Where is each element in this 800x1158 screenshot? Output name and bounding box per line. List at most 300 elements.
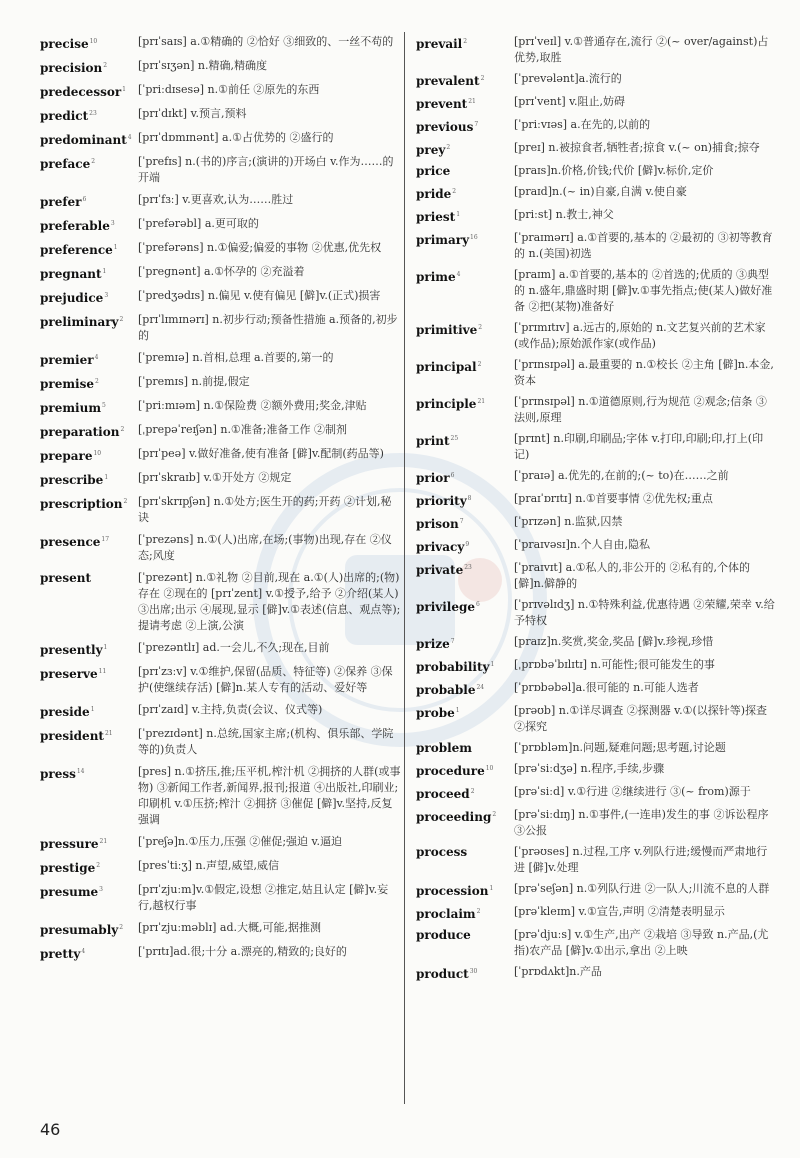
headword-text: produce bbox=[416, 928, 471, 942]
headword bbox=[416, 207, 514, 225]
frequency-count: 6 bbox=[476, 601, 480, 608]
headword-text: pride bbox=[416, 187, 452, 201]
dictionary-entry bbox=[416, 634, 776, 652]
headword-text: presently bbox=[40, 643, 103, 657]
headword bbox=[40, 154, 138, 186]
dictionary-entry bbox=[416, 807, 776, 839]
dictionary-entry bbox=[40, 130, 402, 148]
headword-text: pressure bbox=[40, 837, 99, 851]
definition: [ˈpraɪvɪt] a.①私人的,非公开的 ②私有的,个体的 [僻]n.僻静的 bbox=[514, 561, 751, 590]
headword-text: procession bbox=[416, 884, 489, 898]
headword bbox=[40, 240, 138, 258]
headword bbox=[40, 264, 138, 282]
headword bbox=[40, 494, 138, 526]
headword-text: preparation bbox=[40, 425, 120, 439]
headword bbox=[40, 58, 138, 76]
headword-text: predict bbox=[40, 109, 89, 123]
headword bbox=[416, 634, 514, 652]
dictionary-entry bbox=[40, 764, 402, 828]
frequency-count: 9 bbox=[465, 541, 470, 548]
dictionary-entry bbox=[40, 154, 402, 186]
definition: [prəˈsiːdʒə] n.程序,手续,步骤 bbox=[514, 762, 665, 775]
definition: [ˈprezəntlɪ] ad.一会儿,不久;现在,目前 bbox=[138, 641, 330, 654]
headword bbox=[40, 82, 138, 100]
frequency-count: 2 bbox=[492, 811, 497, 818]
headword bbox=[416, 71, 514, 89]
frequency-count: 30 bbox=[469, 968, 478, 975]
headword-text: prefer bbox=[40, 195, 82, 209]
headword bbox=[416, 927, 514, 959]
definition: [praɪˈɒrɪtɪ] n.①首要事情 ②优先权;重点 bbox=[514, 492, 713, 505]
headword bbox=[416, 357, 514, 389]
headword bbox=[40, 944, 138, 962]
headword-text: predecessor bbox=[40, 85, 122, 99]
headword bbox=[40, 446, 138, 464]
frequency-count: 4 bbox=[127, 134, 132, 141]
dictionary-entry bbox=[416, 597, 776, 629]
dictionary-entry bbox=[40, 664, 402, 696]
definition: [ˈprɒbləm]n.问题,疑难问题;思考题,讨论题 bbox=[514, 741, 726, 754]
definition: [ˈprɪzən] n.监狱,囚禁 bbox=[514, 515, 623, 528]
dictionary-entry bbox=[40, 532, 402, 564]
frequency-count: 1 bbox=[455, 707, 460, 714]
headword bbox=[40, 398, 138, 416]
headword-text: prison bbox=[416, 517, 459, 531]
frequency-count: 1 bbox=[113, 244, 118, 251]
definition: [prɪˈveɪl] v.①普通存在,流行 ②(~ over/against)占优势,取胜 bbox=[514, 35, 769, 64]
headword-text: pregnant bbox=[40, 267, 102, 281]
headword bbox=[40, 726, 138, 758]
headword bbox=[416, 514, 514, 532]
definition: [ˈprɪnsɪpəl] n.①道德原则,行为规范 ②观念;信条 ③法则,原理 bbox=[514, 395, 767, 424]
headword-text: premium bbox=[40, 401, 102, 415]
definition: [ˈpriːdɪsesə] n.①前任 ②原先的东西 bbox=[138, 83, 320, 96]
dictionary-entry bbox=[40, 834, 402, 852]
dictionary-entry bbox=[416, 431, 776, 463]
definition: [prɪˈvent] v.阻止,妨碍 bbox=[514, 95, 626, 108]
headword-text: preside bbox=[40, 705, 90, 719]
headword bbox=[416, 184, 514, 202]
headword-text: presumably bbox=[40, 923, 119, 937]
page-number: 46 bbox=[40, 1120, 61, 1139]
dictionary-entry bbox=[40, 350, 402, 368]
headword-text: probability bbox=[416, 660, 490, 674]
column-divider bbox=[404, 32, 405, 1104]
headword bbox=[416, 881, 514, 899]
headword-text: privilege bbox=[416, 600, 476, 614]
headword bbox=[416, 230, 514, 262]
dictionary-entry bbox=[40, 58, 402, 76]
headword-text: print bbox=[416, 434, 450, 448]
headword bbox=[416, 904, 514, 922]
definition: [prəˈdjuːs] v.①生产,出产 ②栽培 ③导致 n.产品,(尤指)农产品 [僻]v.①出示,拿出 ②上映 bbox=[514, 928, 769, 957]
headword bbox=[416, 657, 514, 675]
dictionary-entry bbox=[40, 702, 402, 720]
frequency-count: 8 bbox=[467, 495, 472, 502]
headword bbox=[40, 34, 138, 52]
headword bbox=[416, 431, 514, 463]
headword-text: proceeding bbox=[416, 810, 492, 824]
headword bbox=[416, 34, 514, 66]
headword-text: prescribe bbox=[40, 473, 104, 487]
headword-text: prestige bbox=[40, 861, 96, 875]
headword-text: proceed bbox=[416, 787, 470, 801]
headword bbox=[416, 117, 514, 135]
definition: [ˈpriːmɪəm] n.①保险费 ②额外费用;奖金,津贴 bbox=[138, 399, 367, 412]
definition: [ˈpredʒədɪs] n.偏见 v.使有偏见 [僻]v.(正式)损害 bbox=[138, 289, 381, 302]
frequency-count: 1 bbox=[489, 885, 494, 892]
headword-text: probable bbox=[416, 683, 476, 697]
dictionary-entry bbox=[40, 422, 402, 440]
headword bbox=[416, 597, 514, 629]
headword-text: prize bbox=[416, 637, 450, 651]
definition: [ˈprezɪdənt] n.总统,国家主席;(机构、俱乐部、学院等的)负责人 bbox=[138, 727, 394, 756]
frequency-count: 2 bbox=[476, 908, 481, 915]
dictionary-entry bbox=[416, 357, 776, 389]
frequency-count: 3 bbox=[104, 292, 109, 299]
definition: [ˈpreʃə]n.①压力,压强 ②催促;强迫 v.逼迫 bbox=[138, 835, 342, 848]
definition: [ˌprepəˈreɪʃən] n.①准备;准备工作 ②制剂 bbox=[138, 423, 347, 436]
headword bbox=[416, 94, 514, 112]
definition: [ˈprɪvəlɪdʒ] n.①特殊利益,优惠待遇 ②荣耀,荣幸 v.给予特权 bbox=[514, 598, 775, 627]
dictionary-entry bbox=[416, 740, 776, 756]
frequency-count: 1 bbox=[90, 706, 95, 713]
dictionary-entry bbox=[40, 398, 402, 416]
headword-text: presence bbox=[40, 535, 101, 549]
definition: [prəˈsiːdɪŋ] n.①事件,(一连串)发生的事 ②诉讼程序 ③公报 bbox=[514, 808, 769, 837]
definition: [praɪz]n.奖赏,奖金,奖品 [僻]v.珍视,珍惜 bbox=[514, 635, 714, 648]
frequency-count: 21 bbox=[104, 730, 113, 737]
definition: [ˈprefɪs] n.(书的)序言;(演讲的)开场白 v.作为……的开端 bbox=[138, 155, 394, 184]
definition: [ˈprezənt] n.①礼物 ②目前,现在 a.①(人)出席的;(物)存在 ②现在的 [prɪˈzent] v.①授予,给予 ②介绍(某人) ③出席;出示 ④展现,显示 [僻]v.①表述(信息、观点等);提请考虑 ②上演,公演 bbox=[138, 571, 401, 632]
headword bbox=[416, 844, 514, 876]
definition: [ˈprevələnt]a.流行的 bbox=[514, 72, 622, 85]
headword bbox=[40, 422, 138, 440]
frequency-count: 4 bbox=[456, 271, 461, 278]
dictionary-entry bbox=[416, 927, 776, 959]
frequency-count: 2 bbox=[91, 158, 96, 165]
dictionary-entry bbox=[416, 761, 776, 779]
frequency-count: 4 bbox=[94, 354, 99, 361]
dictionary-entry bbox=[416, 514, 776, 532]
dictionary-entry bbox=[416, 230, 776, 262]
frequency-count: 7 bbox=[474, 121, 479, 128]
dictionary-entry bbox=[416, 94, 776, 112]
definition: [pres] n.①挤压,推;压平机,榨汁机 ②拥挤的人群(或事物) ③新闻工作者,新闻界,报刊;报道 ④出版社,印刷业;印刷机 v.①压挤;榨汁 ②拥挤 ③催促 [僻]v.坚持,反复强调 bbox=[138, 765, 401, 826]
headword bbox=[416, 163, 514, 179]
headword-text: premise bbox=[40, 377, 94, 391]
frequency-count: 2 bbox=[463, 38, 468, 45]
dictionary-entry bbox=[40, 106, 402, 124]
dictionary-entry bbox=[416, 468, 776, 486]
definition: [ˈpriːvɪəs] a.在先的,以前的 bbox=[514, 118, 651, 131]
headword bbox=[40, 702, 138, 720]
headword-text: premier bbox=[40, 353, 94, 367]
frequency-count: 16 bbox=[470, 234, 478, 241]
dictionary-entry bbox=[416, 784, 776, 802]
frequency-count: 10 bbox=[89, 38, 98, 45]
definition: [praɪs]n.价格,价钱;代价 [僻]v.标价,定价 bbox=[514, 164, 714, 177]
definition: [ˈprezəns] n.①(人)出席,在场;(事物)出现,存在 ②仪态;风度 bbox=[138, 533, 392, 562]
headword bbox=[416, 740, 514, 756]
headword-text: preference bbox=[40, 243, 113, 257]
definition: [ˈprɪnsɪpəl] a.最重要的 n.①校长 ②主角 [僻]n.本金,资本 bbox=[514, 358, 774, 387]
dictionary-entry bbox=[416, 657, 776, 675]
definition: [prɪˈskraɪb] v.①开处方 ②规定 bbox=[138, 471, 292, 484]
headword-text: present bbox=[40, 571, 92, 585]
dictionary-entry bbox=[40, 312, 402, 344]
headword-text: prescription bbox=[40, 497, 123, 511]
frequency-count: 1 bbox=[456, 211, 461, 218]
dictionary-entry bbox=[416, 844, 776, 876]
definition: [prɪˈlɪmɪnərɪ] n.初步行动;预备性措施 a.预备的,初步的 bbox=[138, 313, 398, 342]
headword-text: proclaim bbox=[416, 907, 476, 921]
frequency-count: 3 bbox=[110, 220, 115, 227]
headword-text: prevalent bbox=[416, 74, 480, 88]
headword bbox=[416, 320, 514, 352]
dictionary-entry bbox=[40, 288, 402, 306]
dictionary-entry bbox=[416, 881, 776, 899]
frequency-count: 21 bbox=[99, 838, 108, 845]
headword bbox=[416, 267, 514, 315]
frequency-count: 17 bbox=[101, 536, 110, 543]
headword-text: problem bbox=[416, 741, 472, 755]
dictionary-entry bbox=[416, 163, 776, 179]
definition: [ˈprefərəbl] a.更可取的 bbox=[138, 217, 259, 230]
headword bbox=[416, 491, 514, 509]
headword-text: price bbox=[416, 164, 451, 178]
headword bbox=[416, 560, 514, 592]
headword-text: probe bbox=[416, 706, 455, 720]
dictionary-entry bbox=[416, 140, 776, 158]
frequency-count: 10 bbox=[93, 450, 102, 457]
dictionary-entry bbox=[416, 964, 776, 982]
headword bbox=[40, 858, 138, 876]
definition: [prɪˈskrɪpʃən] n.①处方;医生开的药;开药 ②计划,秘诀 bbox=[138, 495, 392, 524]
headword bbox=[40, 640, 138, 658]
frequency-count: 21 bbox=[477, 398, 486, 405]
definition: [prɪˈsɪʒən] n.精确,精确度 bbox=[138, 59, 267, 72]
frequency-count: 4 bbox=[81, 948, 86, 955]
dictionary-entry bbox=[40, 446, 402, 464]
dictionary-entry bbox=[40, 34, 402, 52]
definition: [ˈpraɪvəsɪ]n.个人自由,隐私 bbox=[514, 538, 650, 551]
frequency-count: 2 bbox=[478, 324, 483, 331]
headword bbox=[416, 468, 514, 486]
headword-text: prior bbox=[416, 471, 450, 485]
frequency-count: 24 bbox=[476, 684, 485, 691]
headword-text: predominant bbox=[40, 133, 127, 147]
frequency-count: 1 bbox=[103, 644, 108, 651]
definition: [ˈprɪmɪtɪv] a.远古的,原始的 n.文艺复兴前的艺术家(或作品);原始派作家(或作品) bbox=[514, 321, 766, 350]
headword bbox=[40, 192, 138, 210]
definition: [ˈprɒbəbəl]a.很可能的 n.可能人选者 bbox=[514, 681, 699, 694]
definition: [ˈpraɪə] a.优先的,在前的;(~ to)在……之前 bbox=[514, 469, 729, 482]
dictionary-entry bbox=[40, 944, 402, 962]
frequency-count: 2 bbox=[119, 924, 124, 931]
definition: [prɪˈpeə] v.做好准备,使有准备 [僻]v.配制(药品等) bbox=[138, 447, 384, 460]
definition: [prɪˈsaɪs] a.①精确的 ②恰好 ③细致的、一丝不苟的 bbox=[138, 35, 394, 48]
headword bbox=[40, 664, 138, 696]
headword bbox=[416, 140, 514, 158]
headword bbox=[416, 964, 514, 982]
definition: [ˈpregnənt] a.①怀孕的 ②充溢着 bbox=[138, 265, 305, 278]
definition: [prɪˈdɪkt] v.预言,预料 bbox=[138, 107, 247, 120]
dictionary-entry bbox=[416, 207, 776, 225]
frequency-count: 7 bbox=[450, 638, 455, 645]
definition: [ˈprəʊses] n.过程,工序 v.列队行进;缓慢而严肃地行进 [僻]v.处理 bbox=[514, 845, 768, 874]
definition: [prɪˈfɜː] v.更喜欢,认为……胜过 bbox=[138, 193, 294, 206]
dictionary-entry bbox=[416, 320, 776, 352]
frequency-count: 2 bbox=[480, 75, 485, 82]
headword-text: precise bbox=[40, 37, 89, 51]
dictionary-entry bbox=[416, 117, 776, 135]
definition: [prəˈkleɪm] v.①宣告,声明 ②清楚表明显示 bbox=[514, 905, 725, 918]
headword-text: press bbox=[40, 767, 76, 781]
right-column bbox=[416, 34, 776, 987]
headword-text: priority bbox=[416, 494, 467, 508]
headword-text: prevent bbox=[416, 97, 468, 111]
dictionary-entry bbox=[40, 494, 402, 526]
headword-text: prevail bbox=[416, 37, 463, 51]
headword bbox=[416, 703, 514, 735]
definition: [praɪm] a.①首要的,基本的 ②首选的;优质的 ③典型的 n.盛年,鼎盛时期 [僻]v.①事先指点;使(某人)做好准备 ②把(某物)准备好 bbox=[514, 268, 773, 313]
definition: [praɪd]n.(~ in)自豪,自满 v.使自豪 bbox=[514, 185, 687, 198]
frequency-count: 5 bbox=[102, 402, 106, 409]
headword-text: president bbox=[40, 729, 104, 743]
headword-text: principle bbox=[416, 397, 477, 411]
dictionary-entry bbox=[40, 240, 402, 258]
dictionary-entry bbox=[416, 491, 776, 509]
headword bbox=[40, 920, 138, 938]
headword bbox=[40, 882, 138, 914]
dictionary-entry bbox=[40, 216, 402, 234]
definition: [prɪˈzaɪd] v.主持,负责(会议、仪式等) bbox=[138, 703, 323, 716]
frequency-count: 6 bbox=[82, 196, 87, 203]
definition: [prəˈseʃən] n.①列队行进 ②一队人;川流不息的人群 bbox=[514, 882, 770, 895]
frequency-count: 2 bbox=[119, 316, 124, 323]
frequency-count: 2 bbox=[477, 361, 482, 368]
headword-text: procedure bbox=[416, 764, 485, 778]
frequency-count: 2 bbox=[96, 862, 101, 869]
dictionary-entry bbox=[40, 264, 402, 282]
headword bbox=[416, 680, 514, 698]
headword-text: primary bbox=[416, 233, 470, 247]
dictionary-entry bbox=[40, 726, 402, 758]
frequency-count: 2 bbox=[123, 498, 128, 505]
headword bbox=[40, 350, 138, 368]
definition: [ˈpremɪs] n.前提,假定 bbox=[138, 375, 250, 388]
frequency-count: 1 bbox=[122, 86, 126, 93]
frequency-count: 6 bbox=[450, 472, 455, 479]
frequency-count: 7 bbox=[459, 518, 464, 525]
headword bbox=[40, 570, 138, 634]
frequency-count: 1 bbox=[102, 268, 107, 275]
headword bbox=[416, 761, 514, 779]
dictionary-entry bbox=[416, 184, 776, 202]
headword bbox=[40, 532, 138, 564]
headword-text: preferable bbox=[40, 219, 110, 233]
dictionary-entry bbox=[416, 680, 776, 698]
headword-text: privacy bbox=[416, 540, 465, 554]
definition: [prɪˈzɜːv] v.①维护,保留(品质、特征等) ②保养 ③保护(使继续存活) [僻]n.某人专有的活动、爱好等 bbox=[138, 665, 393, 694]
headword-text: prepare bbox=[40, 449, 93, 463]
definition: [priːst] n.教士,神父 bbox=[514, 208, 614, 221]
headword-text: precision bbox=[40, 61, 103, 75]
frequency-count: 11 bbox=[98, 668, 107, 675]
definition: [prɪˈdɒmɪnənt] a.①占优势的 ②盛行的 bbox=[138, 131, 334, 144]
headword bbox=[416, 807, 514, 839]
dictionary-entry bbox=[416, 703, 776, 735]
headword-text: process bbox=[416, 845, 468, 859]
dictionary-entry bbox=[40, 920, 402, 938]
headword bbox=[40, 106, 138, 124]
headword-text: priest bbox=[416, 210, 456, 224]
dictionary-entry bbox=[416, 34, 776, 66]
dictionary-entry bbox=[40, 192, 402, 210]
headword bbox=[40, 834, 138, 852]
dictionary-entry bbox=[40, 882, 402, 914]
frequency-count: 21 bbox=[468, 98, 476, 105]
headword-text: presume bbox=[40, 885, 99, 899]
dictionary-entry bbox=[416, 560, 776, 592]
headword-text: pretty bbox=[40, 947, 81, 961]
definition: [presˈtiːʒ] n.声望,威望,威信 bbox=[138, 859, 279, 872]
headword bbox=[40, 374, 138, 392]
definition: [prɪˈzjuːm]v.①假定,设想 ②推定,姑且认定 [僻]v.妄行,越权行事 bbox=[138, 883, 389, 912]
dictionary-entry bbox=[40, 858, 402, 876]
definition: [prəʊb] n.①详尽调查 ②探测器 v.①(以探针等)探查 ②探究 bbox=[514, 704, 768, 733]
dictionary-entry bbox=[40, 82, 402, 100]
frequency-count: 23 bbox=[89, 110, 97, 117]
headword-text: prime bbox=[416, 270, 456, 284]
headword bbox=[40, 216, 138, 234]
frequency-count: 14 bbox=[76, 768, 85, 775]
headword-text: previous bbox=[416, 120, 474, 134]
dictionary-entry bbox=[416, 71, 776, 89]
dictionary-entry bbox=[40, 470, 402, 488]
frequency-count: 1 bbox=[490, 661, 495, 668]
headword-text: preliminary bbox=[40, 315, 119, 329]
headword-text: preserve bbox=[40, 667, 98, 681]
definition: [ˌprɒbəˈbɪlɪtɪ] n.可能性;很可能发生的事 bbox=[514, 658, 715, 671]
definition: [ˈpremɪə] n.首相,总理 a.首要的,第一的 bbox=[138, 351, 334, 364]
headword bbox=[416, 394, 514, 426]
headword bbox=[416, 537, 514, 555]
definition: [preɪ] n.被掠食者,牺牲者;掠食 v.(~ on)捕食;掠夺 bbox=[514, 141, 760, 154]
frequency-count: 3 bbox=[99, 886, 103, 893]
frequency-count: 2 bbox=[120, 426, 125, 433]
headword bbox=[40, 764, 138, 828]
dictionary-entry bbox=[416, 267, 776, 315]
frequency-count: 2 bbox=[452, 188, 457, 195]
dictionary-entry bbox=[40, 374, 402, 392]
definition: [ˈprefərəns] n.①偏爱;偏爱的事物 ②优惠,优先权 bbox=[138, 241, 382, 254]
frequency-count: 2 bbox=[446, 144, 451, 151]
headword-text: principal bbox=[416, 360, 477, 374]
headword-text: primitive bbox=[416, 323, 478, 337]
frequency-count: 2 bbox=[470, 788, 475, 795]
dictionary-entry bbox=[416, 537, 776, 555]
headword bbox=[40, 470, 138, 488]
left-column bbox=[40, 34, 402, 968]
frequency-count: 25 bbox=[450, 435, 459, 442]
headword-text: private bbox=[416, 563, 464, 577]
definition: [ˈprɪtɪ]ad.很;十分 a.漂亮的,精致的;良好的 bbox=[138, 945, 347, 958]
headword bbox=[416, 784, 514, 802]
frequency-count: 1 bbox=[104, 474, 109, 481]
frequency-count: 23 bbox=[464, 564, 472, 571]
